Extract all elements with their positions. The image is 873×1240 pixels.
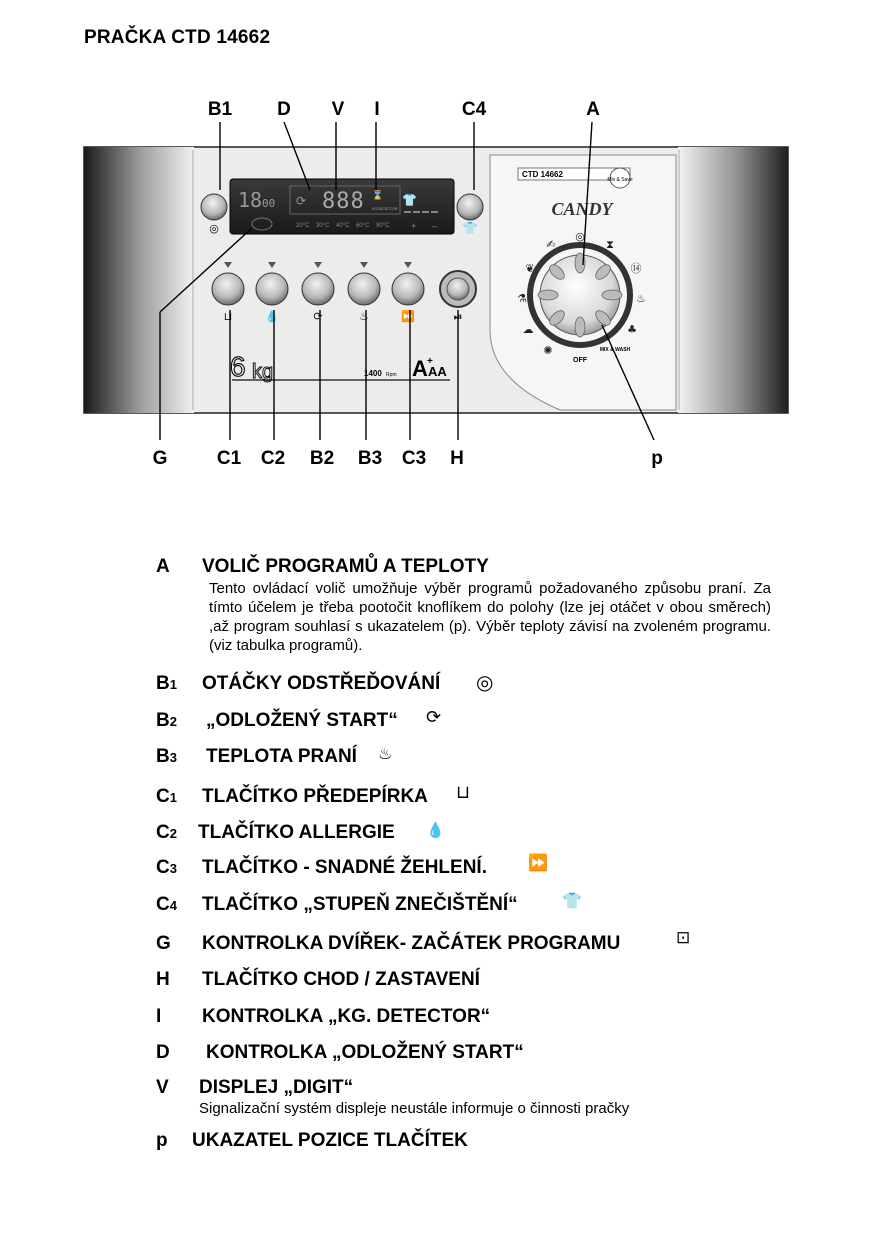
spin-button-icon: ◎ (209, 222, 219, 235)
lcd-time-small: 00 (262, 197, 276, 210)
callout-i: I (374, 99, 380, 120)
callout-c2: C2 (260, 448, 286, 469)
energy-class: A (412, 356, 428, 381)
lcd-temp-30: 30°C (316, 223, 330, 229)
energy-suffix: AA (428, 364, 447, 379)
dial-basin-icon: ♨ (636, 292, 646, 305)
description-a: Tento ovládací volič umožňuje výběr programů požadovaného způsobu praní. Za tímto účelem je třeba pootočit knoflíkem do polohy (lze jej otáčet v obou směrech) ,až program souhlasí s ukazatelem (p). Výběr teploty závisí na zvoleném programu.(viz tabulka programů). (209, 580, 771, 654)
legend-label: UKAZATEL POZICE TLAČÍTEK (192, 1130, 468, 1151)
legend-code: A (156, 556, 170, 577)
legend-label: VOLIČ PROGRAMŮ A TEPLOTY (202, 556, 489, 577)
page-title: PRAČKA CTD 14662 (84, 27, 271, 48)
callout-c1: C1 (216, 448, 242, 469)
temperature-button-b3 (348, 273, 380, 305)
callout-b1: B1 (207, 99, 233, 120)
dial-mix-icon: ♣ (627, 323, 637, 336)
legend-label: OTÁČKY ODSTŘEĎOVÁNÍ (202, 673, 441, 694)
lcd-delay-icon: ⟳ (296, 194, 307, 208)
lcd-temp-60: 60°C (356, 223, 370, 229)
callout-h: H (450, 448, 464, 469)
spin-value: 1400 (364, 369, 382, 378)
energy-plus: + (427, 356, 433, 367)
easy-iron-button-c3 (392, 273, 424, 305)
model-label: CTD 14662 (522, 170, 563, 179)
easy-iron-button-icon: ⏩ (401, 310, 415, 323)
callout-a: A (586, 99, 600, 120)
delay-start-icon: ⟳ (426, 707, 442, 727)
panel-left-edge (84, 147, 194, 413)
soil-level-button-c4 (457, 194, 483, 220)
dial-cotton-icon: ✺ (543, 344, 553, 357)
dial-14-icon: ⑭ (630, 262, 642, 275)
lcd-minus: – (432, 221, 438, 231)
callout-d: D (277, 99, 291, 120)
brand-logo: CANDY (551, 199, 613, 219)
dial-drain-icon: ⧗ (606, 238, 614, 251)
capacity-number: 6 (230, 351, 246, 382)
spin-button-b1 (201, 194, 227, 220)
callout-c4: C4 (461, 99, 487, 120)
callout-c3: C3 (401, 448, 427, 469)
mix-save-badge: Mix & Save (607, 177, 633, 183)
off-label: OFF (573, 357, 587, 364)
temperature-button-icon: ♨ (359, 310, 369, 323)
spin-unit: Rpm (386, 372, 397, 378)
legend-label: TLAČÍTKO „STUPEŇ ZNEČIŠTĚNÍ“ (202, 894, 518, 915)
description-v: Signalizační systém displeje neustále informuje o činnosti pračky (199, 1100, 630, 1117)
callout-b2: B2 (309, 448, 335, 469)
capacity-unit: kg (252, 361, 274, 383)
prewash-button-icon: ⊔ (223, 310, 233, 323)
temperature-icon: ♨ (378, 746, 393, 763)
lcd-time: 18 (238, 188, 263, 212)
delay-start-button-b2 (302, 273, 334, 305)
dial-spin-icon: ◎ (575, 230, 585, 243)
soil-level-icon: 👕 (562, 893, 582, 910)
lcd-temp-20: 20°C (296, 223, 310, 229)
lcd-digits: 888 (322, 189, 365, 214)
lcd-temp-90: 90°C (376, 223, 390, 229)
callout-v: V (331, 99, 345, 120)
callout-g: G (152, 448, 168, 469)
callout-p: p (651, 448, 663, 469)
control-panel-diagram (0, 90, 873, 480)
prewash-icon: ⊔ (456, 782, 471, 802)
dial-flask-icon: ⚗ (517, 292, 527, 305)
legend-label: TLAČÍTKO PŘEDEPÍRKA (202, 786, 428, 807)
door-lock-icon: ⊡ (676, 928, 691, 947)
allergy-icon: 💧 (426, 822, 445, 839)
callout-b3: B3 (357, 448, 383, 469)
spin-icon: ◎ (476, 672, 494, 694)
legend-label: KONTROLKA „KG. DETECTOR“ (202, 1006, 491, 1027)
prewash-button-c1 (212, 273, 244, 305)
dial-leaf-icon: ❦ (525, 262, 535, 275)
allergy-button-c2 (256, 273, 288, 305)
legend-label: TLAČÍTKO CHOD / ZASTAVENÍ (202, 969, 480, 990)
dial-hand-icon: ✍ (546, 238, 556, 251)
lcd-kg-icon: ⌛ (372, 191, 384, 201)
legend-label: KONTROLKA DVÍŘEK- ZAČÁTEK PROGRAMU (202, 933, 621, 954)
easy-iron-icon: ⏩ (528, 855, 548, 872)
legend-label: TLAČÍTKO - SNADNÉ ŽEHLENÍ. (202, 857, 487, 878)
legend-label: DISPLEJ „DIGIT“ (199, 1077, 354, 1098)
dial-wool-icon: ☁ (522, 323, 534, 336)
allergy-button-icon: 💧 (265, 310, 279, 323)
legend-label: TEPLOTA PRANÍ (206, 746, 357, 767)
lcd-soil-icon-1: 👕 (402, 193, 417, 207)
mix-wash-label: MIX & WASH (599, 347, 631, 353)
delay-start-button-icon: ⟳ (313, 310, 323, 323)
soil-level-button-icon: 👕 (462, 221, 478, 235)
lcd-temp-40: 40°C (336, 223, 350, 229)
legend-label: KONTROLKA „ODLOŽENÝ START“ (206, 1042, 524, 1063)
lcd-plus: + (411, 221, 417, 231)
legend-label: TLAČÍTKO ALLERGIE (198, 822, 395, 843)
lcd-kg-label: KG DETECTOR (372, 207, 398, 211)
legend-label: „ODLOŽENÝ START“ (206, 710, 398, 731)
panel-right-edge (678, 147, 788, 413)
start-stop-button-icon: ⏯ (453, 310, 463, 323)
